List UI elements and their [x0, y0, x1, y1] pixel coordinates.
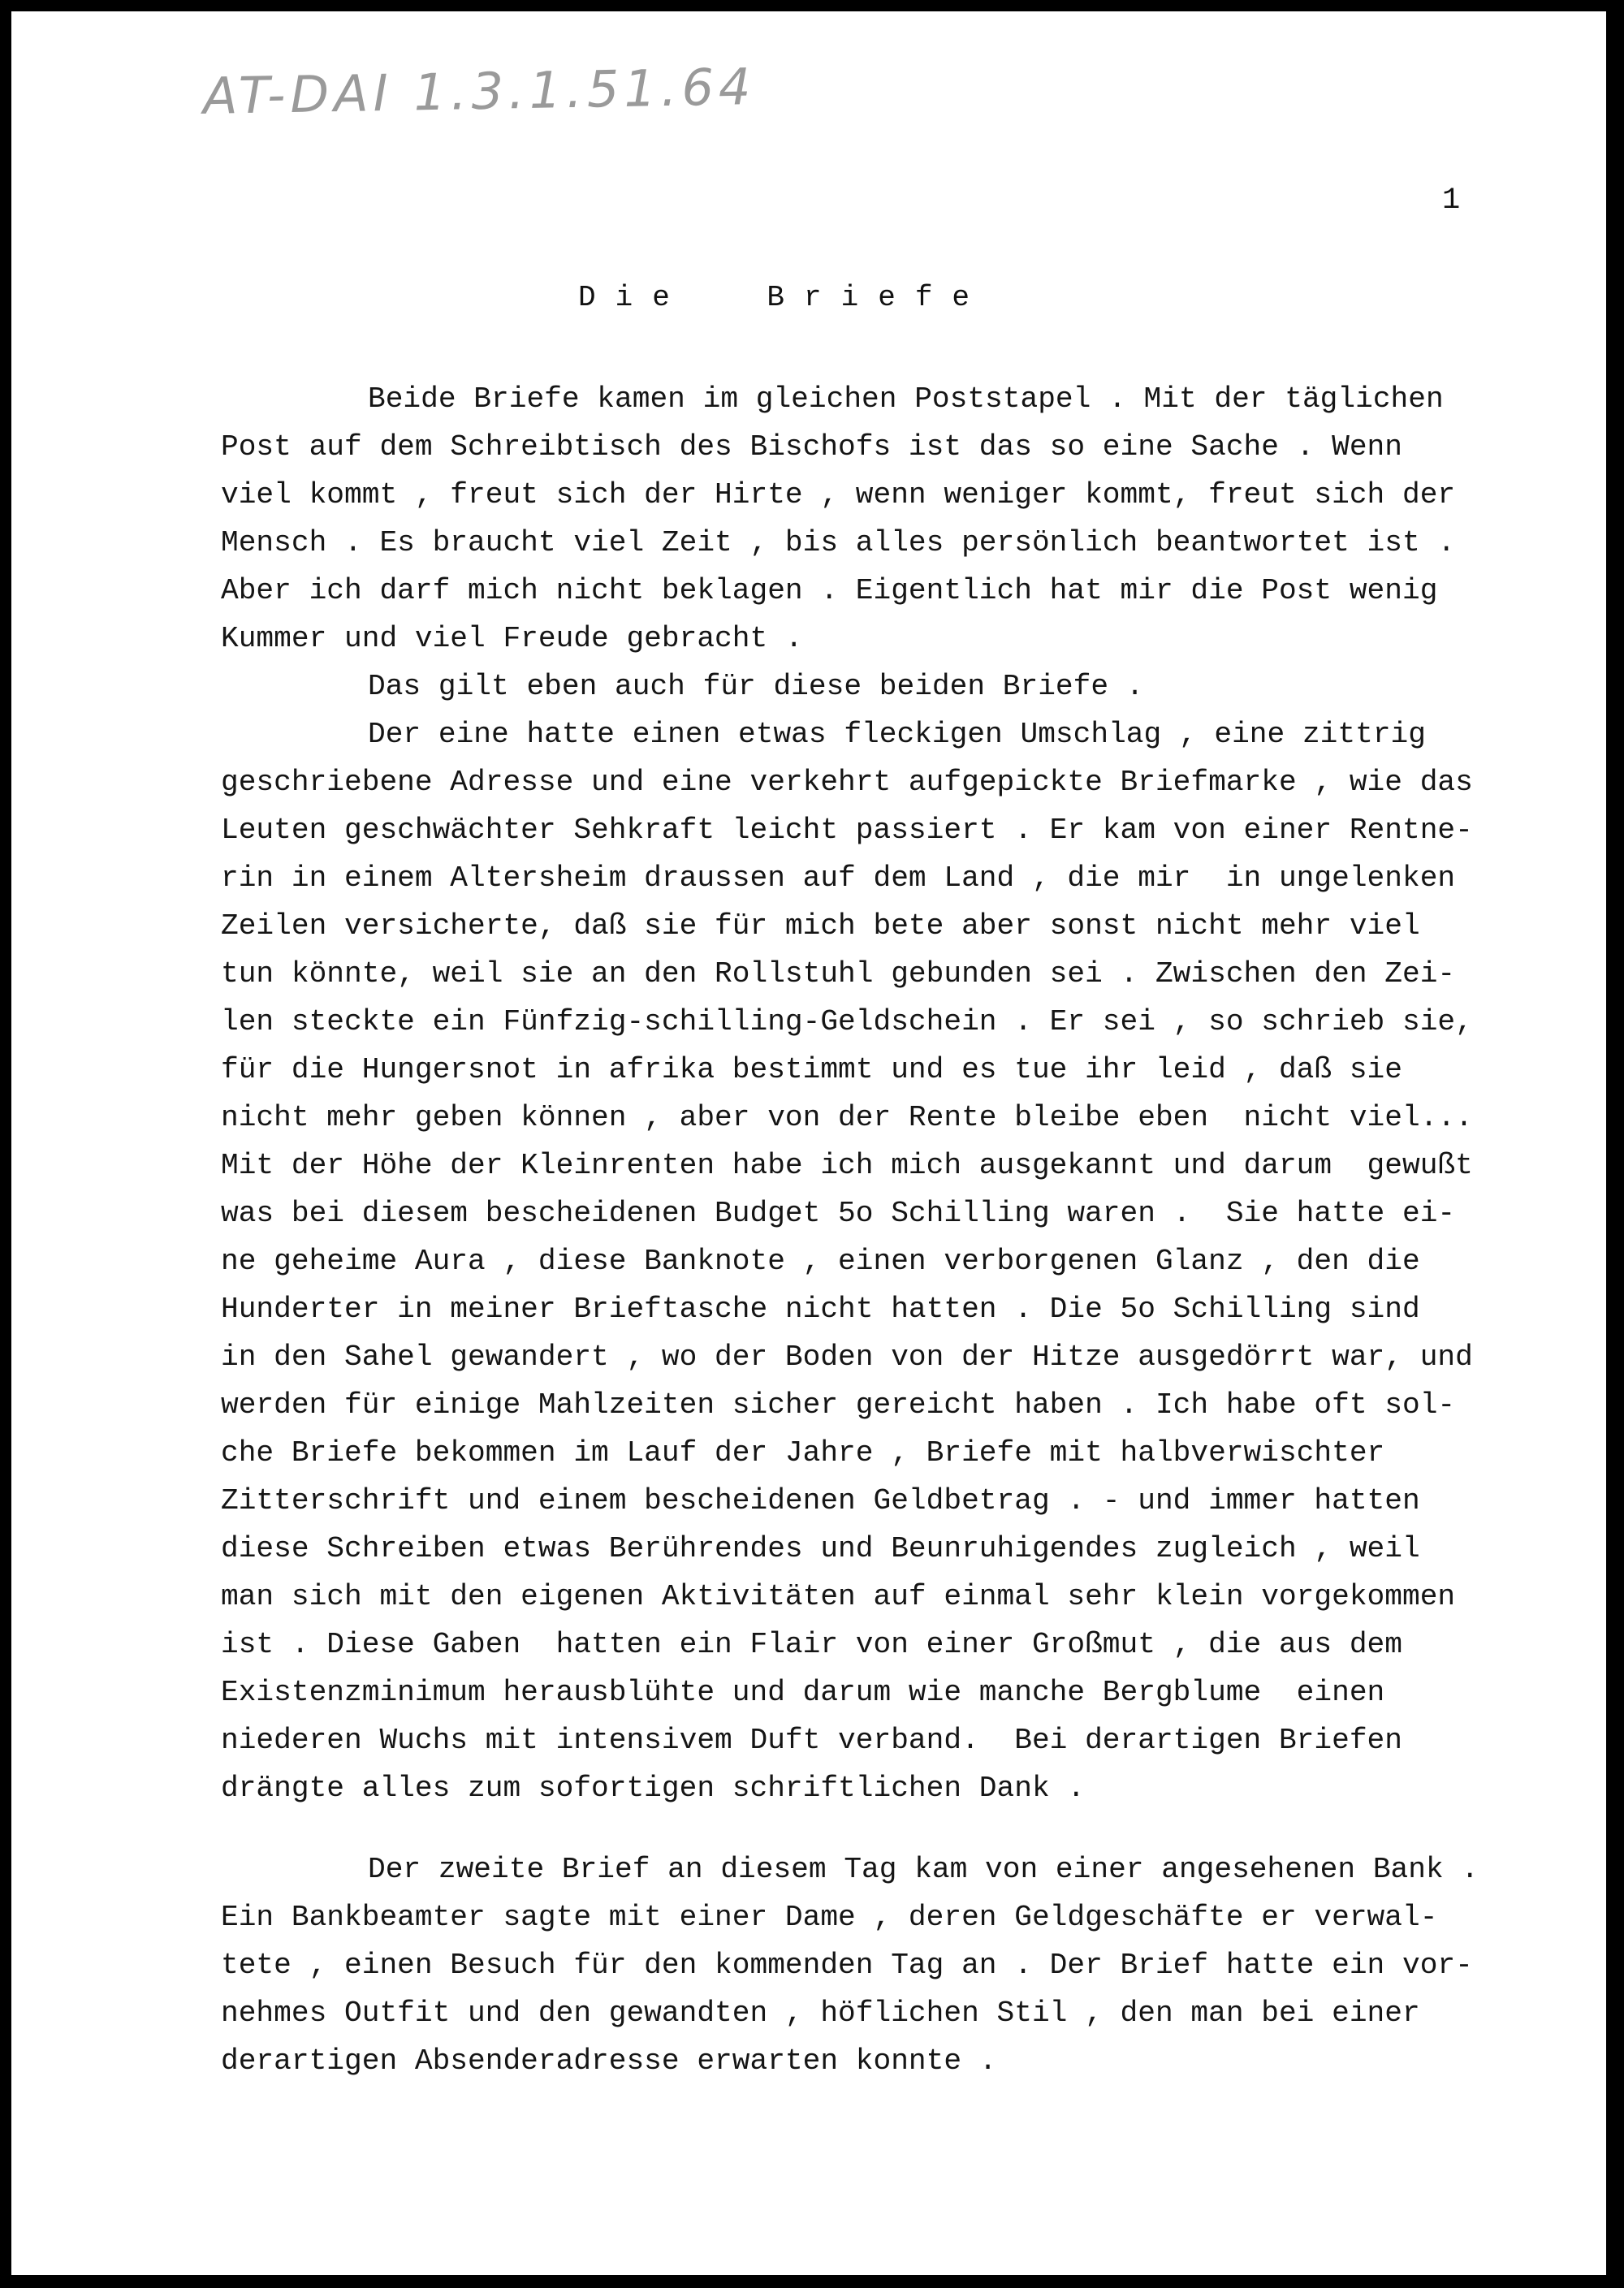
- text-line: Zeilen versicherte, daß sie für mich bete aber sonst nicht mehr viel: [221, 909, 1420, 943]
- text-line: Beide Briefe kamen im gleichen Poststapel . Mit der täglichen: [368, 382, 1444, 416]
- text-line: niederen Wuchs mit intensivem Duft verband. Bei derartigen Briefen: [221, 1724, 1402, 1757]
- text-line: Zitterschrift und einem bescheidenen Geldbetrag . - und immer hatten: [221, 1484, 1420, 1517]
- paragraph: [221, 1846, 1553, 2085]
- text-line: Post auf dem Schreibtisch des Bischofs ist das so eine Sache . Wenn: [221, 430, 1402, 464]
- paragraph: [221, 375, 1553, 663]
- text-line: drängte alles zum sofortigen schriftlichen Dank .: [221, 1772, 1086, 1805]
- text-line: Existenzminimum herausblühte und darum wie manche Bergblume einen: [221, 1676, 1385, 1709]
- letter-body: [221, 375, 1553, 2085]
- text-line: Kummer und viel Freude gebracht .: [221, 622, 803, 655]
- text-line: Das gilt eben auch für diese beiden Briefe .: [368, 670, 1144, 703]
- text-line: rin in einem Altersheim draussen auf dem Land , die mir in ungelenken: [221, 861, 1456, 895]
- text-line: werden für einige Mahlzeiten sicher gereicht haben . Ich habe oft sol-: [221, 1388, 1456, 1422]
- text-line: viel kommt , freut sich der Hirte , wenn weniger kommt, freut sich der: [221, 478, 1456, 512]
- document-title: Die Briefe: [578, 281, 990, 314]
- text-line: geschriebene Adresse und eine verkehrt aufgepickte Briefmarke , wie das: [221, 766, 1473, 799]
- text-line: Ein Bankbeamter sagte mit einer Dame , deren Geldgeschäfte er verwal-: [221, 1901, 1438, 1934]
- text-line: nicht mehr geben können , aber von der Rente bleibe eben nicht viel...: [221, 1101, 1473, 1134]
- text-line: was bei diesem bescheidenen Budget 5o Schilling waren . Sie hatte ei-: [221, 1197, 1456, 1230]
- text-line: nehmes Outfit und den gewandten , höflichen Stil , den man bei einer: [221, 1997, 1420, 2030]
- paragraph-spacer: [221, 1812, 1553, 1846]
- text-line: für die Hungersnot in afrika bestimmt und es tue ihr leid , daß sie: [221, 1053, 1402, 1086]
- text-line: derartigen Absenderadresse erwarten konnte .: [221, 2044, 997, 2078]
- page-number: 1: [1442, 183, 1461, 218]
- text-line: len steckte ein Fünfzig-schilling-Geldschein . Er sei , so schrieb sie,: [221, 1005, 1473, 1038]
- text-line: ne geheime Aura , diese Banknote , einen verborgenen Glanz , den die: [221, 1245, 1420, 1278]
- text-line: ist . Diese Gaben hatten ein Flair von einer Großmut , die aus dem: [221, 1628, 1402, 1661]
- text-line: tun könnte, weil sie an den Rollstuhl gebunden sei . Zwischen den Zei-: [221, 957, 1456, 991]
- text-line: Aber ich darf mich nicht beklagen . Eigentlich hat mir die Post wenig: [221, 574, 1438, 607]
- text-line: diese Schreiben etwas Berührendes und Beunruhigendes zugleich , weil: [221, 1532, 1420, 1565]
- text-line: in den Sahel gewandert , wo der Boden von der Hitze ausgedörrt war, und: [221, 1340, 1473, 1374]
- text-line: Mit der Höhe der Kleinrenten habe ich mich ausgekannt und darum gewußt: [221, 1149, 1473, 1182]
- text-line: Der zweite Brief an diesem Tag kam von einer angesehenen Bank .: [368, 1853, 1479, 1886]
- text-line: che Briefe bekommen im Lauf der Jahre , Briefe mit halbverwischter: [221, 1436, 1385, 1470]
- text-line: Leuten geschwächter Sehkraft leicht passiert . Er kam von einer Rentne-: [221, 814, 1473, 847]
- text-line: Mensch . Es braucht viel Zeit , bis alles persönlich beantwortet ist .: [221, 526, 1456, 559]
- text-line: Der eine hatte einen etwas fleckigen Umschlag , eine zittrig: [368, 718, 1426, 751]
- text-line: tete , einen Besuch für den kommenden Tag an . Der Brief hatte ein vor-: [221, 1949, 1473, 1982]
- text-line: man sich mit den eigenen Aktivitäten auf einmal sehr klein vorgekommen: [221, 1580, 1456, 1613]
- paragraph: [221, 710, 1553, 1812]
- archive-reference-mark: AT-DAI 1.3.1.51.64: [202, 57, 757, 126]
- text-line: Hunderter in meiner Brieftasche nicht hatten . Die 5o Schilling sind: [221, 1293, 1420, 1326]
- paragraph: [221, 663, 1553, 710]
